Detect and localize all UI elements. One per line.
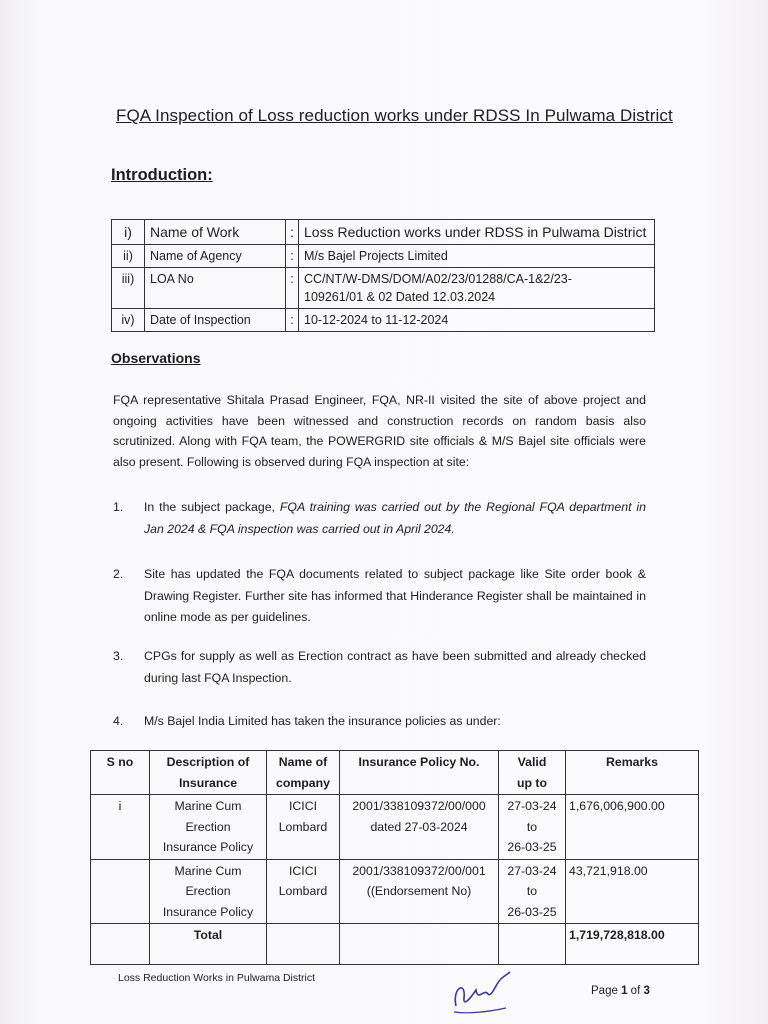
item-number: 1. [113,500,124,514]
info-value: M/s Bajel Projects Limited [299,245,655,268]
header-company [267,751,340,795]
item-text-italic: FQA training was carried out by the Regional FQA department in Jan 2024 & FQA inspection was carried out in April 2024. [144,500,646,536]
row-remarks: 43,721,918.00 [566,859,699,924]
item-text: Site has updated the FQA documents related to subject package like Site order book & Drawing Register. Further site has informed that Hinderance Register shall be maintained in online mode as per guidelines. [144,567,646,624]
info-value: 10-12-2024 to 11-12-2024 [299,309,655,332]
info-label: Date of Inspection [145,309,286,332]
header-company-line-2: company [276,775,330,790]
row-description-line: Erection [185,819,231,834]
footer-text: Loss Reduction Works in Pulwama District [118,972,316,984]
insurance-table [90,750,699,965]
row-company [267,795,340,860]
header-description-line-1: Description of [166,755,250,769]
info-num: iii) [112,268,145,309]
header-description [150,751,267,795]
row-description [150,859,267,924]
header-valid [499,751,566,795]
info-row [112,220,655,245]
row-description-line: Erection [185,884,231,898]
info-num: i) [112,220,145,245]
item-text: M/s Bajel India Limited has taken the insurance policies as under: [144,714,501,728]
row-description-line: Insurance Policy [162,840,254,854]
row-description-line: Marine Cum [174,863,242,878]
header-policy: Insurance Policy No. [340,751,499,795]
page-of: of [630,985,641,997]
row-policy [340,795,499,860]
row-company-line: Lombard [278,819,328,834]
info-num: iv) [112,309,145,332]
page-total: 3 [643,985,650,997]
document-title: FQA Inspection of Loss reduction works under RDSS In Pulwama District [116,106,673,125]
info-sep: : [286,268,299,309]
item-text-plain: In the subject package, [144,500,280,514]
total-empty-cell [267,924,340,965]
info-sep: : [286,245,299,268]
page-current: 1 [621,985,628,997]
header-remarks: Remarks [566,751,699,795]
info-sep: : [286,309,299,332]
row-valid-line: to [526,819,538,834]
row-policy-line: 2001/338109372/00/000 [352,799,486,813]
header-sno: S no [91,751,150,795]
row-policy-line: 2001/338109372/00/001 [352,863,486,878]
info-label: LOA No [145,268,286,309]
header-description-line-2: Insurance [178,775,238,790]
loa-number-line-2: 109261/01 & 02 Dated 12.03.2024 [304,290,496,304]
row-description-line: Insurance Policy [162,904,254,919]
header-company-line-1: Name of [278,755,328,769]
row-valid-line: 26-03-25 [507,840,557,854]
page-number [591,985,650,997]
page-prefix: Page [591,985,618,997]
item-number: 2. [113,567,124,581]
observations-heading: Observations [111,350,201,366]
table-row [91,859,699,924]
row-company-line: ICICI [288,863,317,878]
row-remarks: 1,676,006,900.00 [566,795,699,860]
signature-image [448,968,518,1018]
row-valid-line: 27-03-24 [507,799,557,813]
introduction-heading: Introduction: [111,166,213,184]
item-number: 3. [113,649,124,663]
total-empty-cell [340,924,499,965]
info-label: Name of Work [145,220,286,245]
row-valid-line: 26-03-25 [507,904,557,919]
header-valid-line-2: up to [516,775,548,790]
item-text: CPGs for supply as well as Erection contract as have been submitted and already checked during last FQA Inspection. [144,649,646,685]
row-valid [499,859,566,924]
row-policy-line: dated 27-03-2024 [370,819,468,834]
info-value [299,268,655,309]
info-row [112,268,655,309]
info-value: Loss Reduction works under RDSS in Pulwama District [299,220,655,245]
row-valid-line: to [526,884,538,898]
header-valid-line-1: Valid [517,755,547,769]
insurance-header-row [91,751,699,795]
total-empty-cell [91,924,150,965]
info-row [112,245,655,268]
row-policy [340,859,499,924]
row-policy-line: ((Endorsement No) [366,884,472,898]
row-description [150,795,267,860]
item-text [144,497,646,540]
info-label: Name of Agency [145,245,286,268]
info-num: ii) [112,245,145,268]
row-sno: i [91,795,150,860]
row-company-line: Lombard [278,884,328,898]
total-value: 1,719,728,818.00 [566,924,699,965]
info-row [112,309,655,332]
row-valid [499,795,566,860]
row-sno [91,859,150,924]
table-row [91,795,699,860]
loa-number-line-1: CC/NT/W-DMS/DOM/A02/23/01288/CA-1&2/23- [304,272,572,286]
work-info-table [111,219,655,332]
total-empty-cell [499,924,566,965]
row-company-line: ICICI [288,799,317,813]
item-number: 4. [113,714,124,728]
observation-paragraph: FQA representative Shitala Prasad Engineer, FQA, NR-II visited the site of above project and ongoing activities have been witnessed and construction records on random basis also scrutinized. Along with FQA team, the POWERGRID site officials & M/S Bajel site officials were also present. Following is observed during FQA inspection at site: [113,393,646,469]
row-company [267,859,340,924]
total-label: Total [150,924,267,965]
info-sep: : [286,220,299,245]
total-row [91,924,699,965]
row-description-line: Marine Cum [174,799,242,813]
row-valid-line: 27-03-24 [507,863,557,878]
